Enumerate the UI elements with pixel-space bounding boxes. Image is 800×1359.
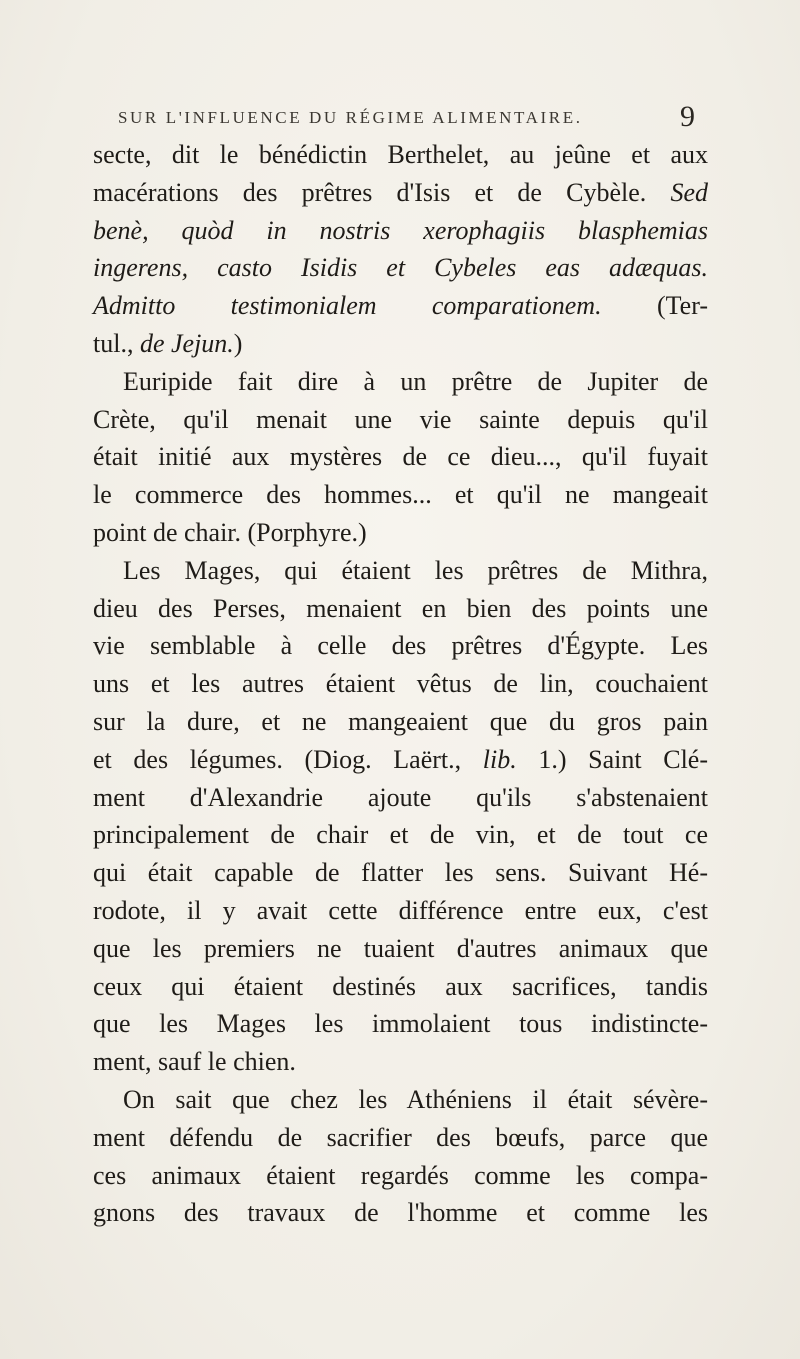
page-number: 9	[680, 100, 695, 133]
text-line	[93, 401, 708, 439]
text-line	[93, 1157, 708, 1195]
text-line	[93, 174, 708, 212]
text-line	[93, 1119, 708, 1157]
text-segment: principalement de chair et de vin, et de tout ce	[93, 820, 708, 850]
text-line	[93, 892, 708, 930]
text-line	[93, 968, 708, 1006]
text-segment: le commerce des hommes... et qu'il ne mangeait	[93, 480, 708, 510]
text-line	[93, 476, 708, 514]
text-segment: et des légumes. (Diog. Laërt.,	[93, 744, 483, 774]
text-line	[93, 136, 708, 174]
text-line	[93, 930, 708, 968]
text-line	[93, 287, 708, 325]
text-line	[93, 703, 708, 741]
text-line	[93, 552, 708, 590]
text-line	[93, 816, 708, 854]
text-segment: ces animaux étaient regardés comme les compa-	[93, 1160, 708, 1190]
italic-text: Admitto testimonialem comparationem.	[93, 291, 602, 321]
text-segment: )	[233, 328, 243, 358]
text-line	[93, 249, 708, 287]
text-line	[93, 1005, 708, 1043]
text-line	[93, 325, 708, 363]
text-segment: (Ter-	[601, 291, 708, 321]
italic-text: benè, quòd in nostris xerophagiis blasphemias	[93, 215, 708, 245]
text-segment: Les Mages, qui étaient les prêtres de Mithra,	[123, 555, 708, 585]
italic-text: de Jejun.	[139, 328, 234, 358]
text-line	[93, 363, 708, 401]
text-segment: secte, dit le bénédictin Berthelet, au jeûne et aux	[93, 140, 708, 169]
text-segment: ment, sauf le chien.	[93, 1047, 296, 1077]
italic-text: Sed	[670, 177, 708, 207]
text-segment: qui était capable de flatter les sens. Suivant Hé-	[93, 858, 708, 888]
text-segment: sur la dure, et ne mangeaient que du gros pain	[93, 706, 708, 736]
text-segment: que les Mages les immolaient tous indistincte-	[93, 1009, 708, 1039]
text-line	[93, 665, 708, 703]
text-segment: ment d'Alexandrie ajoute qu'ils s'abstenaient	[93, 782, 708, 812]
text-line	[93, 212, 708, 250]
text-segment: ment défendu de sacrifier des bœufs, parce que	[93, 1122, 708, 1152]
italic-text: lib.	[482, 744, 517, 774]
text-segment: On sait que chez les Athéniens il était sévère-	[123, 1084, 708, 1114]
text-segment: rodote, il y avait cette différence entre eux, c'est	[93, 895, 708, 925]
text-segment: point de chair. (Porphyre.)	[93, 517, 367, 547]
text-line	[93, 1081, 708, 1119]
text-line	[93, 514, 708, 552]
text-line	[93, 1194, 708, 1232]
text-segment: gnons des travaux de l'homme et comme les	[93, 1198, 708, 1228]
text-segment: tul.,	[93, 328, 140, 358]
text-segment: que les premiers ne tuaient d'autres animaux que	[93, 933, 708, 963]
italic-text: ingerens, casto Isidis et Cybeles eas adæquas.	[93, 253, 708, 283]
text-line	[93, 854, 708, 892]
text-segment: était initié aux mystères de ce dieu..., qu'il fuyait	[93, 442, 708, 472]
text-segment: Crète, qu'il menait une vie sainte depuis qu'il	[93, 404, 708, 434]
text-line	[93, 1043, 708, 1081]
text-line	[93, 438, 708, 476]
text-segment: uns et les autres étaient vêtus de lin, couchaient	[93, 669, 708, 699]
text-segment: ceux qui étaient destinés aux sacrifices, tandis	[93, 971, 708, 1001]
text-segment: vie semblable à celle des prêtres d'Égypte. Les	[93, 631, 708, 661]
text-line	[93, 590, 708, 628]
text-line	[93, 779, 708, 817]
text-line	[93, 741, 708, 779]
text-segment: dieu des Perses, menaient en bien des points une	[93, 593, 708, 623]
text-segment: Euripide fait dire à un prêtre de Jupiter de	[123, 366, 708, 396]
running-head: SUR L'INFLUENCE DU RÉGIME ALIMENTAIRE.	[118, 108, 583, 127]
text-segment: macérations des prêtres d'Isis et de Cybèle.	[93, 177, 671, 207]
text-line	[93, 627, 708, 665]
text-segment: 1.) Saint Clé-	[516, 744, 708, 774]
body-text	[93, 136, 708, 1232]
